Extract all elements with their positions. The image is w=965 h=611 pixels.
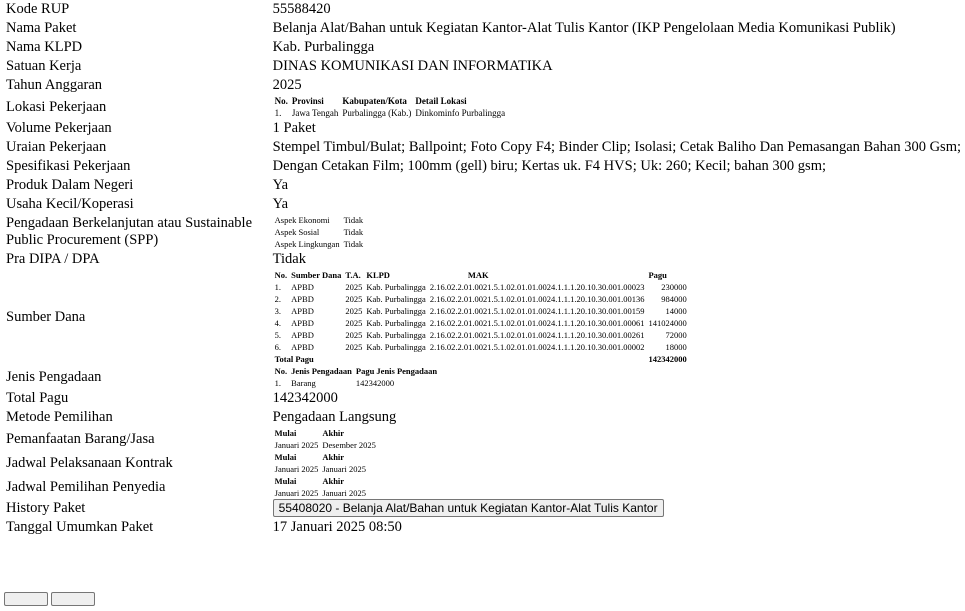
table-row — [273, 226, 365, 238]
cell: Aspek Lingkungan — [274, 239, 340, 249]
row-uraian — [2, 138, 965, 157]
label: Spesifikasi Pekerjaan — [6, 158, 131, 174]
th: Sumber Dana — [291, 270, 342, 280]
th: Mulai — [274, 476, 297, 486]
table-row — [273, 463, 368, 475]
label: Usaha Kecil/Koperasi — [6, 196, 134, 212]
value: Dengan Cetakan Film; 100mm (gell) biru; Kertas uk. F4 HVS; Uk: 260; Kecil; bahan 300 gsm; — [272, 158, 826, 174]
value: Tidak — [272, 251, 306, 267]
cell: 2025 — [345, 294, 363, 304]
table-row — [273, 281, 689, 293]
label: Nama Paket — [6, 20, 77, 36]
cell: 1. — [274, 108, 282, 118]
cell: 984000 — [661, 294, 687, 304]
label: Total Pagu — [6, 390, 69, 406]
total-row — [273, 353, 689, 365]
cell: Tidak — [343, 215, 364, 225]
value: 55588420 — [272, 1, 331, 17]
th: No. — [274, 96, 288, 106]
cell: 2025 — [345, 342, 363, 352]
label: Pemanfaatan Barang/Jasa — [6, 430, 155, 447]
label: Nama KLPD — [6, 39, 83, 55]
table-row — [273, 341, 689, 353]
th: Akhir — [322, 452, 345, 462]
table-row — [273, 293, 689, 305]
cell: Jawa Tengah — [291, 108, 339, 118]
cell: APBD — [291, 342, 314, 352]
total-label: Total Pagu — [274, 354, 314, 364]
label: Tahun Anggaran — [6, 77, 103, 93]
cell: 2. — [274, 294, 282, 304]
cell: Januari 2025 — [274, 464, 319, 474]
row-ukk — [2, 195, 965, 214]
cell: APBD — [291, 306, 314, 316]
cell: Dinkominfo Purbalingga — [415, 108, 506, 118]
cell: 2.16.02.2.01.0021.5.1.02.01.01.0024.1.1.1.20.10.30.001.00061 — [429, 318, 645, 328]
label: Jadwal Pemilihan Penyedia — [6, 478, 166, 495]
row-total-pagu — [2, 389, 965, 408]
label: Lokasi Pekerjaan — [6, 98, 107, 115]
cell: Aspek Ekonomi — [274, 215, 330, 225]
th: Detail Lokasi — [415, 96, 467, 106]
cell: Januari 2025 — [274, 488, 319, 498]
cell: 230000 — [661, 282, 687, 292]
cell: 72000 — [665, 330, 687, 340]
cell: 3. — [274, 306, 282, 316]
cell: Barang — [291, 378, 316, 388]
row-jenis-pengadaan — [2, 365, 965, 389]
label: Kode RUP — [6, 1, 70, 17]
table-row — [273, 329, 689, 341]
cell: 2025 — [345, 282, 363, 292]
label: Jadwal Pelaksanaan Kontrak — [6, 454, 173, 471]
row-tanggal — [2, 518, 965, 537]
cell: Purbalingga (Kab.) — [342, 108, 412, 118]
table-row — [273, 214, 365, 226]
row-sumber-dana — [2, 269, 965, 365]
cell: Kab. Purbalingga — [366, 306, 426, 316]
row-nama-klpd — [2, 38, 965, 57]
value: DINAS KOMUNIKASI DAN INFORMATIKA — [272, 58, 553, 74]
table-row — [273, 377, 439, 389]
jadwal-pemilihan-table — [273, 475, 368, 499]
pemanfaatan-table — [273, 427, 378, 451]
value: Belanja Alat/Bahan untuk Kegiatan Kantor-Alat Tulis Kantor (IKP Pengelolaan Media Komunikasi Publik) — [272, 20, 896, 36]
label: History Paket — [6, 500, 86, 516]
cell: APBD — [291, 282, 314, 292]
row-satuan-kerja — [2, 57, 965, 76]
value: Kab. Purbalingga — [272, 39, 375, 55]
cell: Januari 2025 — [322, 488, 366, 498]
value: Ya — [272, 196, 289, 212]
cell: Tidak — [343, 227, 364, 237]
table-row — [273, 317, 689, 329]
cell: Kab. Purbalingga — [366, 318, 426, 328]
cell: Desember 2025 — [322, 440, 376, 450]
bottom-button[interactable] — [51, 592, 95, 606]
row-kode-rup — [2, 0, 965, 19]
row-tahun-anggaran — [2, 76, 965, 95]
th: Pagu — [648, 270, 667, 280]
row-jadwal-kontrak — [2, 451, 965, 475]
table-row — [273, 238, 365, 250]
value: 142342000 — [272, 390, 338, 406]
value: Ya — [272, 177, 289, 193]
cell: Kab. Purbalingga — [366, 282, 426, 292]
th: Provinsi — [291, 96, 324, 106]
label: Pengadaan Berkelanjutan atau Sustainable Public Procurement (SPP) — [6, 215, 253, 248]
cell: 2.16.02.2.01.0021.5.1.02.01.01.0024.1.1.1.20.10.30.001.00261 — [429, 330, 645, 340]
jadwal-kontrak-table — [273, 451, 368, 475]
cell: 2.16.02.2.01.0021.5.1.02.01.01.0024.1.1.1.20.10.30.001.00159 — [429, 306, 645, 316]
label: Tanggal Umumkan Paket — [6, 519, 154, 535]
table-row — [273, 305, 689, 317]
cell: APBD — [291, 330, 314, 340]
package-detail-table — [2, 0, 965, 537]
history-package-button[interactable]: 55408020 - Belanja Alat/Bahan untuk Kegiatan Kantor-Alat Tulis Kantor — [273, 499, 664, 517]
th: Pagu Jenis Pengadaan — [355, 366, 438, 376]
label: Produk Dalam Negeri — [6, 177, 134, 193]
cell: 142342000 — [355, 378, 395, 388]
label: Uraian Pekerjaan — [6, 139, 107, 155]
th: No. — [274, 366, 288, 376]
row-jadwal-pemilihan — [2, 475, 965, 499]
row-lokasi — [2, 95, 965, 119]
cell: 2.16.02.2.01.0021.5.1.02.01.01.0024.1.1.1.20.10.30.001.00023 — [429, 282, 645, 292]
value: Stempel Timbul/Bulat; Ballpoint; Foto Copy F4; Binder Clip; Isolasi; Cetak Baliho Dan Pemasangan Bahan 300 Gsm; — [272, 139, 961, 155]
cell: Aspek Sosial — [274, 227, 320, 237]
th: MAK — [467, 270, 489, 280]
th: No. — [274, 270, 288, 280]
value: 1 Paket — [272, 120, 316, 136]
cell: 18000 — [665, 342, 687, 352]
cell: 4. — [274, 318, 282, 328]
cell: 14000 — [665, 306, 687, 316]
bottom-button-bar — [4, 592, 98, 611]
cell: 5. — [274, 330, 282, 340]
total-value: 142342000 — [648, 354, 687, 364]
th: Kabupaten/Kota — [342, 96, 407, 106]
th: KLPD — [366, 270, 390, 280]
bottom-button[interactable] — [4, 592, 48, 606]
row-nama-paket — [2, 19, 965, 38]
label: Satuan Kerja — [6, 58, 82, 74]
cell: Kab. Purbalingga — [366, 330, 426, 340]
jenis-pengadaan-table — [273, 365, 439, 389]
label: Volume Pekerjaan — [6, 120, 112, 136]
value: 2025 — [272, 77, 302, 93]
cell: 2.16.02.2.01.0021.5.1.02.01.01.0024.1.1.1.20.10.30.001.00002 — [429, 342, 645, 352]
sumber-dana-table — [273, 269, 689, 365]
row-spesifikasi — [2, 157, 965, 176]
label: Pra DIPA / DPA — [6, 251, 100, 267]
cell: Januari 2025 — [322, 464, 366, 474]
th: Jenis Pengadaan — [291, 366, 352, 376]
spp-table — [273, 214, 365, 250]
cell: 1. — [274, 378, 282, 388]
row-history — [2, 499, 965, 518]
row-pdn — [2, 176, 965, 195]
cell: Januari 2025 — [274, 440, 319, 450]
cell: 2025 — [345, 330, 363, 340]
th: Mulai — [274, 452, 297, 462]
label: Jenis Pengadaan — [6, 368, 102, 385]
cell: 2.16.02.2.01.0021.5.1.02.01.01.0024.1.1.1.20.10.30.001.00136 — [429, 294, 645, 304]
lokasi-table — [273, 95, 507, 119]
cell: APBD — [291, 318, 314, 328]
th: Mulai — [274, 428, 297, 438]
cell: 141024000 — [648, 318, 687, 328]
row-volume — [2, 119, 965, 138]
table-row — [273, 487, 368, 499]
row-pra-dipa — [2, 250, 965, 269]
cell: 6. — [274, 342, 282, 352]
row-metode — [2, 408, 965, 427]
cell: 2025 — [345, 318, 363, 328]
table-row — [273, 107, 507, 119]
th: Akhir — [322, 428, 345, 438]
cell: APBD — [291, 294, 314, 304]
cell: 1. — [274, 282, 282, 292]
th: T.A. — [345, 270, 361, 280]
value: 17 Januari 2025 08:50 — [272, 519, 402, 535]
label: Sumber Dana — [6, 308, 86, 325]
row-spp — [2, 214, 965, 250]
cell: 2025 — [345, 306, 363, 316]
th: Akhir — [322, 476, 345, 486]
value: Pengadaan Langsung — [272, 409, 397, 425]
label: Metode Pemilihan — [6, 409, 113, 425]
cell: Kab. Purbalingga — [366, 342, 426, 352]
row-pemanfaatan — [2, 427, 965, 451]
cell: Kab. Purbalingga — [366, 294, 426, 304]
table-row — [273, 439, 378, 451]
cell: Tidak — [343, 239, 364, 249]
